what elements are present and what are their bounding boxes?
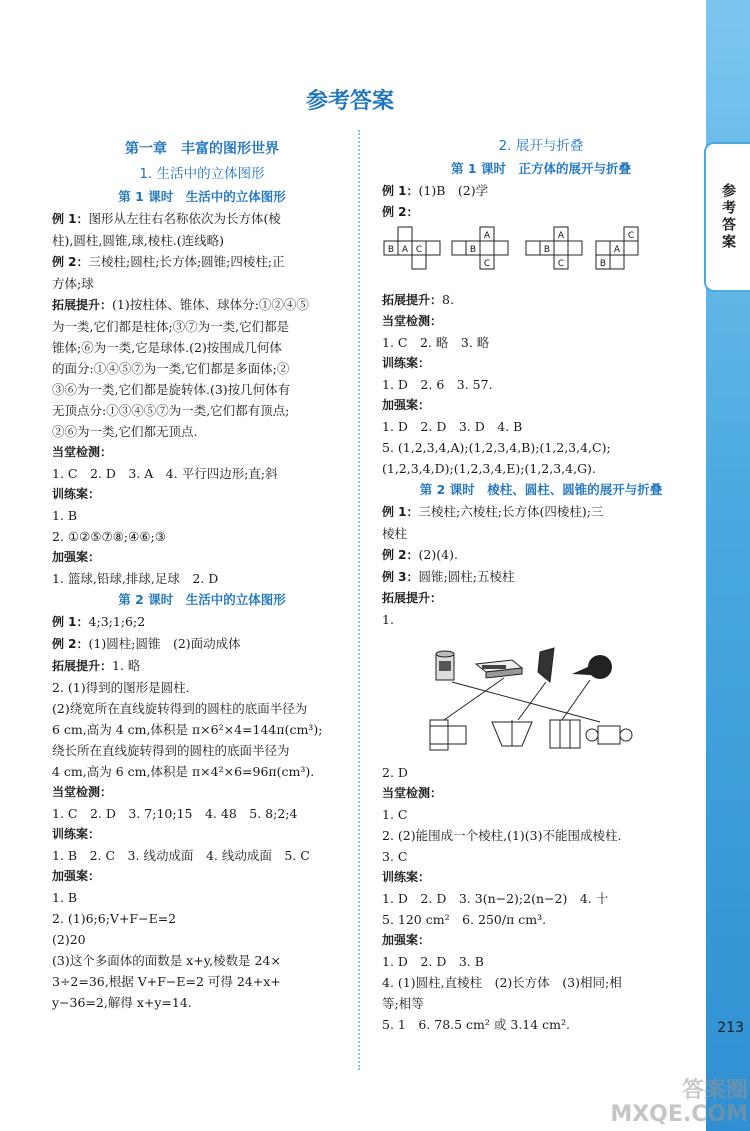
training-label: 训练案： [382,870,431,884]
answer-line: y−36=2,解得 x+y=14. [52,995,192,1010]
answer-line: 1. D 2. D 3. D 4. B [382,419,523,434]
example-label: 例 2： [52,637,89,651]
answer-line: 1. C [382,807,408,822]
answer-line: 为一类,它们都是柱体;③⑦为一类,它们都是 [52,319,290,334]
extension-label: 拓展提升： [382,293,443,307]
side-tab: 参考答案 [704,142,750,292]
answer-line: 1. 篮球,铅球,排球,足球 2. D [52,571,219,586]
answer-line: (3)这个多面体的面数是 x+y,棱数是 24× [52,953,281,968]
answer-line: 方体;球 [52,276,94,291]
example-label: 例 2： [382,548,419,562]
answer-line: 4. (1)圆柱,直棱柱 (2)长方体 (3)相同;相 [382,975,622,990]
boost-label: 加强案： [382,398,431,412]
net-letter: A [613,245,621,255]
example-label: 例 1： [382,505,419,519]
answer-line: (2)绕宽所在直线旋转得到的圆柱的底面半径为 [52,701,308,716]
answer-text: (1)B (2)学 [418,183,489,198]
answer-line: 1. C 2. 略 3. 略 [382,335,490,350]
box-icon [476,660,522,678]
check-label: 当堂检测： [52,445,113,459]
boost-label: 加强案： [52,869,101,883]
answer-line: 4 cm,高为 6 cm,体积是 π×4²×6=96π(cm³). [52,764,315,779]
answer-line: 1. [382,612,394,627]
answer-line: ②⑥为一类,它们都无顶点. [52,424,198,439]
check-label: 当堂检测： [52,785,113,799]
extension-label: 拓展提升： [382,591,443,605]
watermark-text-1: 答案圈 [681,1078,748,1103]
answer-line: 2. (2)能围成一个棱柱,(1)(3)不能围成棱柱. [382,828,622,843]
cube-nets-figure [382,225,700,285]
prism-icon [538,648,554,682]
net-letter: C [627,231,635,241]
answer-line [52,611,352,633]
lesson-heading-2: 第 2 课时 棱柱、圆柱、圆锥的展开与折叠 [419,482,663,497]
answer-line [52,208,352,230]
answer-line [382,289,700,311]
solids-matching-figure [382,634,700,754]
example-label: 例 2： [52,255,89,269]
answer-text: 4;3;1;6;2 [88,614,146,629]
extension-label: 拓展提升： [52,659,113,673]
net-letter: B [387,245,395,255]
answer-line [52,251,352,273]
check-label: 当堂检测： [382,786,443,800]
answer-line: 5. 120 cm² 6. 250/π cm³. [382,912,547,927]
cone-icon [572,655,612,679]
answer-line: 锥体;⑥为一类,它是球体.(2)按围成几何体 [52,340,282,355]
training-label: 训练案： [52,827,101,841]
example-label: 例 1： [52,615,89,629]
column-divider [358,130,360,1070]
answer-line [52,294,352,316]
answer-text: 图形从左往右名称依次为长方体(棱 [88,211,281,226]
answer-line: 2. (1)得到的图形是圆柱. [52,680,190,695]
right-column [382,134,700,1035]
net-letter: B [469,245,477,255]
training-label: 训练案： [382,356,431,370]
answer-line: 的面分:①④⑤⑦为一类,它们都是多面体;② [52,361,290,376]
answer-line: 等;相等 [382,996,424,1011]
answer-text: (2)(4). [418,547,458,562]
solids-matching-svg [422,634,642,752]
section-heading: 2. 展开与折叠 [498,138,584,154]
watermark-text-2: MXQE.COM [610,1102,748,1127]
answer-line: 3. C [382,849,408,864]
net-letter: B [543,245,551,255]
training-label: 训练案： [52,487,101,501]
extension-label: 拓展提升： [52,298,113,312]
net-letter: C [415,245,423,255]
answer-line: 2. ①②⑤⑦⑧;④⑥;③ [52,529,166,544]
answer-line: 3÷2=36,根据 V+F−E=2 可得 24+x+ [52,974,281,989]
answer-line [382,566,700,588]
answer-line: ③⑥为一类,它们都是旋转体.(3)按几何体有 [52,382,291,397]
watermark [610,1079,748,1127]
answer-line [382,544,700,566]
answer-line: (1,2,3,4,D);(1,2,3,4,E);(1,2,3,4,G). [382,461,596,476]
section-heading: 1. 生活中的立体图形 [139,166,265,182]
can-icon [436,651,454,680]
answer-text: 三棱柱;圆柱;长方体;圆锥;四棱柱;正 [88,254,285,269]
cube-nets-svg [382,225,642,283]
page-number: 213 [717,1020,744,1036]
boost-label: 加强案： [382,933,431,947]
net-letter: A [557,231,565,241]
answer-line: 1. B [52,508,78,523]
answer-line: 2. (1)6;6;V+F−E=2 [52,911,177,926]
answer-line: 1. D 2. 6 3. 57. [382,377,493,392]
answer-line [52,655,352,677]
answer-line: 1. C 2. D 3. 7;10;15 4. 48 5. 8;2;4 [52,806,298,821]
answer-text: 8. [442,292,454,307]
example-label: 例 1： [382,184,419,198]
left-column [52,134,352,1013]
check-label: 当堂检测： [382,314,443,328]
answer-line: 1. D 2. D 3. 3(n−2);2(n−2) 4. 十 [382,891,609,906]
answer-line: 2. D [382,765,408,780]
answer-line: 无顶点分:①③④⑤⑦为一类,它们都有顶点; [52,403,290,418]
net-letter: C [557,259,565,269]
answer-line: 6 cm,高为 4 cm,体积是 π×6²×4=144π(cm³); [52,722,323,737]
answer-line: 5. (1,2,3,4,A);(1,2,3,4,B);(1,2,3,4,C); [382,440,611,455]
chapter-heading: 第一章 丰富的图形世界 [125,141,279,157]
boost-label: 加强案： [52,550,101,564]
answer-text: (1)按柱体、锥体、球体分:①②④⑤ [112,297,309,312]
answer-line: (2)20 [52,932,86,947]
net-letter: C [483,259,491,269]
answer-line: 1. B [52,890,78,905]
answer-text: (1)圆柱;圆锥 (2)面动成体 [88,636,241,651]
lesson-heading-2: 第 2 课时 生活中的立体图形 [118,592,286,607]
example-label: 例 1： [52,212,89,226]
answer-line: 1. B 2. C 3. 线动成面 4. 线动成面 5. C [52,848,310,863]
net-letter: B [599,259,607,269]
net-letter: A [401,245,409,255]
answer-text: 圆锥;圆柱;五棱柱 [418,569,515,584]
answer-line [382,180,700,202]
lesson-heading-1: 第 1 课时 正方体的展开与折叠 [451,161,631,176]
answer-line: 棱柱 [382,526,408,541]
answer-line [52,633,352,655]
answer-text: 1. 略 [112,658,141,673]
answer-line: 1. C 2. D 3. A 4. 平行四边形;直;斜 [52,466,278,481]
page-title: 参考答案 [305,89,394,114]
answer-line: 1. D 2. D 3. B [382,954,484,969]
answer-line: 5. 1 6. 78.5 cm² 或 3.14 cm². [382,1017,571,1032]
example-label: 例 2： [382,205,419,219]
answer-line: 柱),圆柱,圆锥,球,棱柱.(连线略) [52,233,224,248]
lesson-heading-1: 第 1 课时 生活中的立体图形 [118,189,286,204]
answer-line: 绕长所在直线旋转得到的圆柱的底面半径为 [52,743,290,758]
answer-line [382,501,700,523]
answer-text: 三棱柱;六棱柱;长方体(四棱柱);三 [418,504,604,519]
example-label: 例 3： [382,570,419,584]
net-letter: A [483,231,491,241]
